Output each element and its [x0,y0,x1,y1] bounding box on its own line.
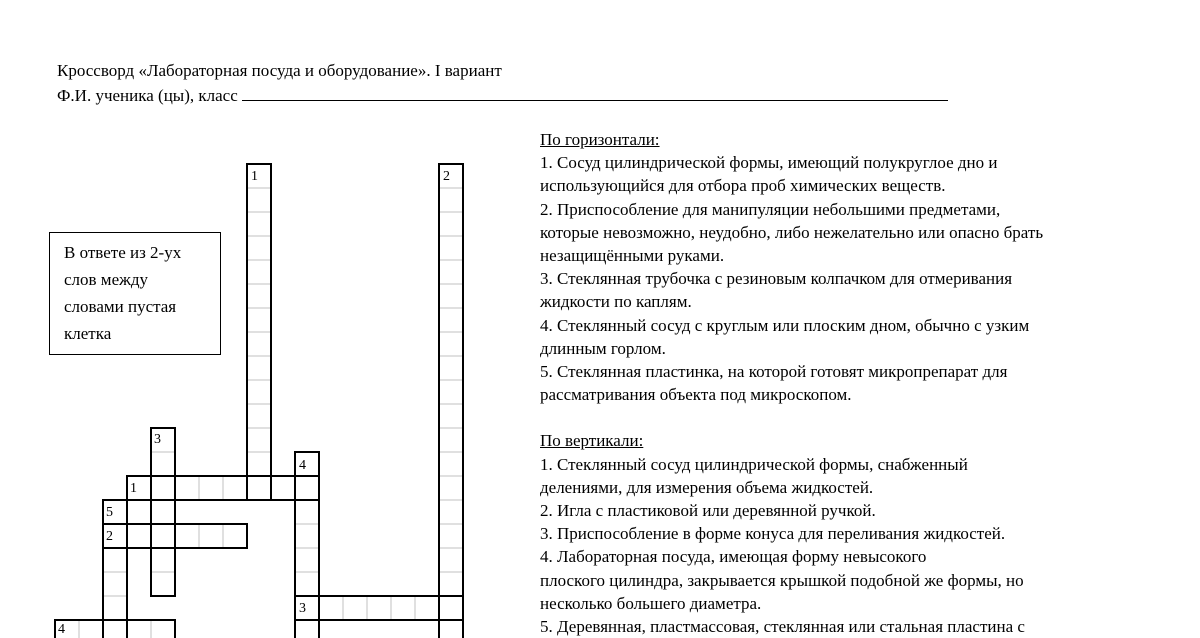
clue-line: 4. Лабораторная посуда, имеющая форму невысокого [540,547,927,567]
crossword-title: Кроссворд «Лабораторная посуда и оборудование». I вариант [57,61,502,80]
crossword-cell[interactable] [439,380,463,404]
clue-number: 1 [251,169,258,184]
crossword-cell[interactable] [439,620,463,638]
clue-line: 5. Деревянная, пластмассовая, стеклянная или стальная пластина с [540,617,1025,637]
clue-number: 2 [106,529,113,544]
clue-line: которые невозможно, неудобно, либо нежелательно или опасно брать [540,222,1044,242]
clue-line: длинным горлом. [540,338,666,358]
crossword-cell[interactable] [247,332,271,356]
crossword-cell[interactable] [103,620,127,638]
clue-line: незащищёнными руками. [540,246,725,266]
crossword-cell[interactable] [103,572,127,596]
crossword-cell[interactable] [127,524,151,548]
crossword-cell[interactable] [151,548,175,572]
crossword-cell[interactable] [151,500,175,524]
vertical-heading: По вертикали: [540,431,644,451]
crossword-cell[interactable] [103,548,127,572]
crossword-cell[interactable] [439,524,463,548]
crossword-cell[interactable] [295,548,319,572]
clue-line: 4. Стеклянный сосуд с круглым или плоским дном, обычно с узким [540,315,1030,335]
crossword-cell[interactable] [439,284,463,308]
crossword-cell[interactable] [247,188,271,212]
crossword-cell[interactable] [343,596,367,620]
crossword-cell[interactable] [439,548,463,572]
clue-line: 2. Игла с пластиковой или деревянной ручкой. [540,501,876,521]
crossword-cell[interactable] [295,476,319,500]
crossword-cell[interactable] [247,212,271,236]
clue-number: 3 [154,432,161,447]
note-line: слов между [64,270,149,289]
crossword-cell[interactable] [439,404,463,428]
clue-line: несколько большего диаметра. [540,593,762,613]
crossword-cell[interactable] [247,404,271,428]
clue-number: 1 [130,481,137,496]
crossword-cell[interactable] [439,236,463,260]
crossword-cell[interactable] [295,524,319,548]
crossword-cell[interactable] [247,452,271,476]
crossword-cell[interactable] [247,428,271,452]
crossword-cell[interactable] [319,596,343,620]
crossword-cell[interactable] [127,620,151,638]
clue-number: 5 [106,505,113,520]
crossword-cell[interactable] [439,188,463,212]
clue-line: рассматривания объекта под микроскопом. [540,385,852,405]
crossword-cell[interactable] [367,596,391,620]
clue-line: 1. Сосуд цилиндрической формы, имеющий полукруглое дно и [540,153,998,173]
crossword-cell[interactable] [223,524,247,548]
crossword-cell[interactable] [199,476,223,500]
crossword-cell[interactable] [439,260,463,284]
crossword-cell[interactable] [223,476,247,500]
crossword-cell[interactable] [247,308,271,332]
crossword-cell[interactable] [247,356,271,380]
note-line: клетка [64,324,112,343]
crossword-cell[interactable] [439,356,463,380]
clue-line: 2. Приспособление для манипуляции небольшими предметами, [540,199,1001,219]
clue-line: жидкости по каплям. [540,292,692,312]
crossword-cell[interactable] [439,452,463,476]
crossword-cell[interactable] [199,524,223,548]
clue-number: 4 [58,622,65,637]
clue-line: 1. Стеклянный сосуд цилиндрической формы, снабженный [540,454,968,474]
crossword-cell[interactable] [439,572,463,596]
crossword-cell[interactable] [247,476,271,500]
crossword-cell[interactable] [79,620,103,638]
crossword-cell[interactable] [439,596,463,620]
crossword-cell[interactable] [415,596,439,620]
crossword-cell[interactable] [391,596,415,620]
note-line: словами пустая [64,297,177,316]
crossword-cell[interactable] [151,572,175,596]
crossword-cell[interactable] [439,428,463,452]
crossword-cell[interactable] [271,476,295,500]
crossword-cell[interactable] [439,212,463,236]
crossword-cell[interactable] [439,500,463,524]
crossword-cell[interactable] [247,236,271,260]
clue-line: 3. Стеклянная трубочка с резиновым колпачком для отмеривания [540,269,1013,289]
clue-line: плоского цилиндра, закрывается крышкой подобной же формы, но [540,570,1024,590]
crossword-cell[interactable] [175,476,199,500]
crossword-cell[interactable] [295,572,319,596]
clue-line: 3. Приспособление в форме конуса для переливания жидкостей. [540,524,1006,544]
horizontal-heading: По горизонтали: [540,130,660,149]
crossword-cell[interactable] [247,380,271,404]
student-label: Ф.И. ученика (цы), класс [57,86,238,105]
crossword-cell[interactable] [439,332,463,356]
crossword-cell[interactable] [247,260,271,284]
clue-line: 5. Стеклянная пластинка, на которой готовят микропрепарат для [540,362,1008,382]
note-line: В ответе из 2-ух [64,243,182,262]
clue-number: 3 [299,601,306,616]
crossword-cell[interactable] [175,524,199,548]
crossword-cell[interactable] [295,500,319,524]
clues-panel [540,128,1165,638]
crossword-cell[interactable] [151,620,175,638]
crossword-cell[interactable] [151,476,175,500]
clue-number: 4 [299,458,306,473]
crossword-cell[interactable] [103,596,127,620]
clue-number: 2 [443,169,450,184]
clue-line: использующийся для отбора проб химических веществ. [540,176,946,196]
clue-line: делениями, для измерения объема жидкостей. [540,477,874,497]
crossword-cell[interactable] [439,476,463,500]
crossword-cell[interactable] [151,452,175,476]
crossword-cell[interactable] [247,284,271,308]
crossword-cell[interactable] [295,620,319,638]
crossword-cell[interactable] [151,524,175,548]
crossword-cell[interactable] [439,308,463,332]
